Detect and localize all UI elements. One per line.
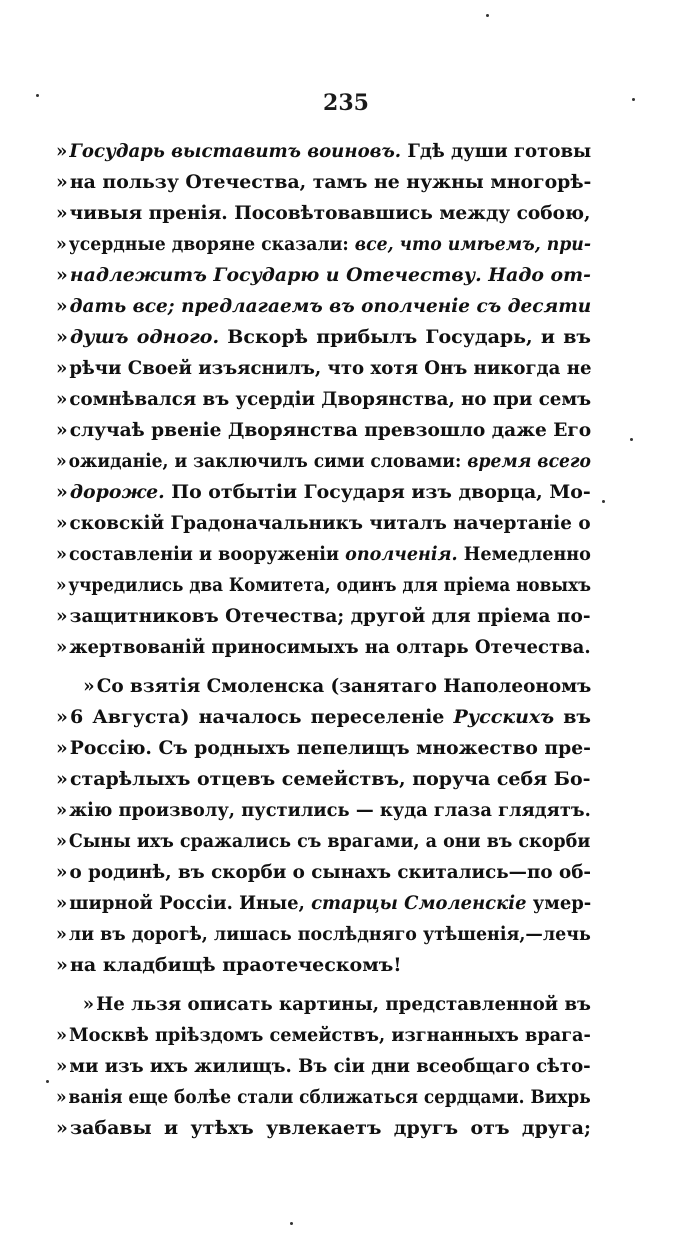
text-span: ширной Россіи. Иные, bbox=[69, 892, 312, 914]
quote-mark: » bbox=[56, 605, 68, 627]
text-line bbox=[56, 733, 591, 764]
quote-mark: » bbox=[56, 830, 67, 852]
scan-speck bbox=[46, 1080, 49, 1083]
text-line bbox=[56, 857, 591, 888]
text-line bbox=[56, 1020, 591, 1051]
quote-mark: » bbox=[56, 295, 68, 317]
quote-mark: » bbox=[56, 954, 68, 976]
text-span: ожиданіе, и заключилъ сими словами: bbox=[68, 450, 468, 472]
quote-mark: » bbox=[82, 993, 95, 1015]
text-line bbox=[56, 415, 591, 446]
text-span: чивыя пренія. Посовѣтовавшись между собою, bbox=[69, 202, 591, 224]
text-span: ми изъ ихъ жилищъ. Въ сіи дни всеобщаго сѣто- bbox=[69, 1055, 591, 1077]
italic-text: дать все; предлагаемъ въ ополченіе съ десяти bbox=[69, 295, 592, 317]
text-span: жертвованій приносимыхъ на олтарь Отечества. bbox=[69, 636, 591, 658]
text-span: о родинѣ, въ скорби о сынахъ скитались—по об- bbox=[69, 861, 592, 883]
quote-mark: » bbox=[56, 140, 68, 162]
text-span: усердные дворяне сказали: bbox=[68, 233, 355, 255]
text-span: на кладбищѣ праотеческомъ! bbox=[70, 954, 402, 976]
text-line bbox=[56, 671, 618, 702]
quote-mark: » bbox=[56, 419, 68, 441]
text-line bbox=[56, 198, 591, 229]
quote-mark: » bbox=[56, 388, 68, 410]
text-span: Вскорѣ прибылъ Государь, и въ bbox=[219, 326, 591, 348]
text-span: составленіи и вооруженіи bbox=[68, 543, 346, 565]
text-line bbox=[56, 601, 591, 632]
text-span: случаѣ рвеніе Дворянства превзошло даже Его bbox=[69, 419, 591, 441]
quote-mark: » bbox=[56, 768, 68, 790]
text-line bbox=[56, 384, 591, 415]
scan-speck bbox=[602, 500, 605, 503]
text-span: Не льзя описать картины, представленной въ bbox=[96, 993, 591, 1015]
quote-mark: » bbox=[56, 1086, 67, 1108]
text-span: Со взятія Смоленска (занятаго Наполеономъ bbox=[96, 675, 592, 697]
page-number: 235 bbox=[323, 90, 369, 116]
text-span: сковскій Градоначальникъ читалъ начертаніе о bbox=[69, 512, 591, 534]
text-line bbox=[56, 353, 591, 384]
text-line bbox=[56, 1113, 591, 1144]
paragraph bbox=[56, 136, 591, 663]
italic-text: душъ одного. bbox=[70, 326, 220, 348]
quote-mark: » bbox=[56, 171, 68, 193]
quote-mark: » bbox=[56, 543, 67, 565]
text-span: забавы и утѣхъ увлекаетъ другъ отъ друга; bbox=[70, 1117, 591, 1139]
scan-speck bbox=[486, 14, 489, 17]
quote-mark: » bbox=[56, 326, 68, 348]
scan-speck bbox=[36, 94, 39, 97]
quote-mark: » bbox=[56, 1117, 68, 1139]
quote-mark: » bbox=[56, 861, 68, 883]
text-span: ли въ дорогѣ, лишась послѣдняго утѣшенія,—лечь bbox=[68, 923, 591, 945]
text-span: 6 Августа) началось переселеніе bbox=[70, 706, 454, 728]
quote-mark: » bbox=[56, 799, 68, 821]
text-line bbox=[56, 888, 591, 919]
text-span: Немедленно bbox=[457, 543, 591, 565]
text-line bbox=[56, 950, 591, 981]
text-line bbox=[56, 1051, 591, 1082]
quote-mark: » bbox=[56, 481, 68, 503]
italic-text: все, что имѣемъ, при- bbox=[354, 233, 591, 255]
text-line bbox=[56, 764, 591, 795]
text-span: защитниковъ Отечества; другой для пріема по- bbox=[69, 605, 591, 627]
body-text bbox=[56, 136, 591, 1144]
text-line bbox=[56, 570, 591, 601]
quote-mark: » bbox=[56, 1024, 68, 1046]
quote-mark: » bbox=[56, 737, 68, 759]
text-span: рѣчи Своей изъяснилъ, что хотя Онъ никогда не bbox=[69, 357, 592, 379]
quote-mark: » bbox=[56, 1055, 68, 1077]
text-line bbox=[56, 989, 618, 1020]
text-line bbox=[56, 136, 591, 167]
paragraph bbox=[56, 989, 591, 1144]
text-span: на пользу Отечества, тамъ не нужны многорѣ- bbox=[69, 171, 592, 193]
quote-mark: » bbox=[83, 675, 95, 697]
quote-mark: » bbox=[56, 574, 67, 596]
text-span: Россію. Съ родныхъ пепелищъ множество пре- bbox=[69, 737, 591, 759]
text-span: Москвѣ пріѣздомъ семействъ, изгнанныхъ врага- bbox=[69, 1024, 591, 1046]
text-span: ванія еще болѣе стали сближаться сердцами. Вихрь bbox=[68, 1086, 591, 1108]
text-span: По отбытіи Государя изъ дворца, Мо- bbox=[164, 481, 591, 503]
text-span: Гдѣ души готовы bbox=[401, 140, 592, 162]
text-line bbox=[56, 291, 591, 322]
text-line bbox=[56, 632, 591, 663]
text-span: старѣлыхъ отцевъ семействъ, поруча себя Бо- bbox=[69, 768, 591, 790]
text-line bbox=[56, 919, 591, 950]
quote-mark: » bbox=[56, 512, 68, 534]
text-line bbox=[56, 477, 591, 508]
text-span: въ bbox=[554, 706, 591, 728]
italic-text: старцы Смоленскіе bbox=[311, 892, 527, 914]
text-span: Сыны ихъ сражались съ врагами, а они въ скорби bbox=[68, 830, 591, 852]
text-line bbox=[56, 702, 591, 733]
quote-mark: » bbox=[56, 892, 68, 914]
italic-text: надлежитъ Государю и Отечеству. Надо от- bbox=[69, 264, 591, 286]
text-line bbox=[56, 446, 591, 477]
italic-text: время всего bbox=[467, 450, 591, 472]
text-line bbox=[56, 260, 591, 291]
italic-text: Государь выставитъ воиновъ. bbox=[69, 140, 402, 162]
scan-speck bbox=[630, 438, 633, 441]
quote-mark: » bbox=[56, 636, 68, 658]
quote-mark: » bbox=[56, 202, 68, 224]
quote-mark: » bbox=[56, 357, 68, 379]
text-line bbox=[56, 322, 591, 353]
text-span: сомнѣвался въ усердіи Дворянства, но при семъ bbox=[69, 388, 591, 410]
text-span: умер- bbox=[526, 892, 591, 914]
quote-mark: » bbox=[56, 923, 67, 945]
text-line bbox=[56, 167, 591, 198]
paragraph bbox=[56, 671, 591, 981]
quote-mark: » bbox=[56, 233, 67, 255]
text-line bbox=[56, 795, 591, 826]
quote-mark: » bbox=[56, 264, 68, 286]
text-line bbox=[56, 1082, 591, 1113]
italic-text: дороже. bbox=[69, 481, 165, 503]
italic-text: ополченія. bbox=[345, 543, 458, 565]
scan-speck bbox=[632, 98, 635, 101]
text-span: жію произволу, пустились — куда глаза глядятъ. bbox=[69, 799, 591, 821]
text-line bbox=[56, 826, 591, 857]
quote-mark: » bbox=[56, 450, 67, 472]
text-span: учредились два Комитета, одинъ для пріема новыхъ bbox=[68, 574, 591, 596]
text-line bbox=[56, 539, 591, 570]
quote-mark: » bbox=[56, 706, 68, 728]
text-line bbox=[56, 229, 591, 260]
scan-speck bbox=[290, 1222, 293, 1225]
italic-text: Русскихъ bbox=[453, 706, 555, 728]
text-line bbox=[56, 508, 591, 539]
